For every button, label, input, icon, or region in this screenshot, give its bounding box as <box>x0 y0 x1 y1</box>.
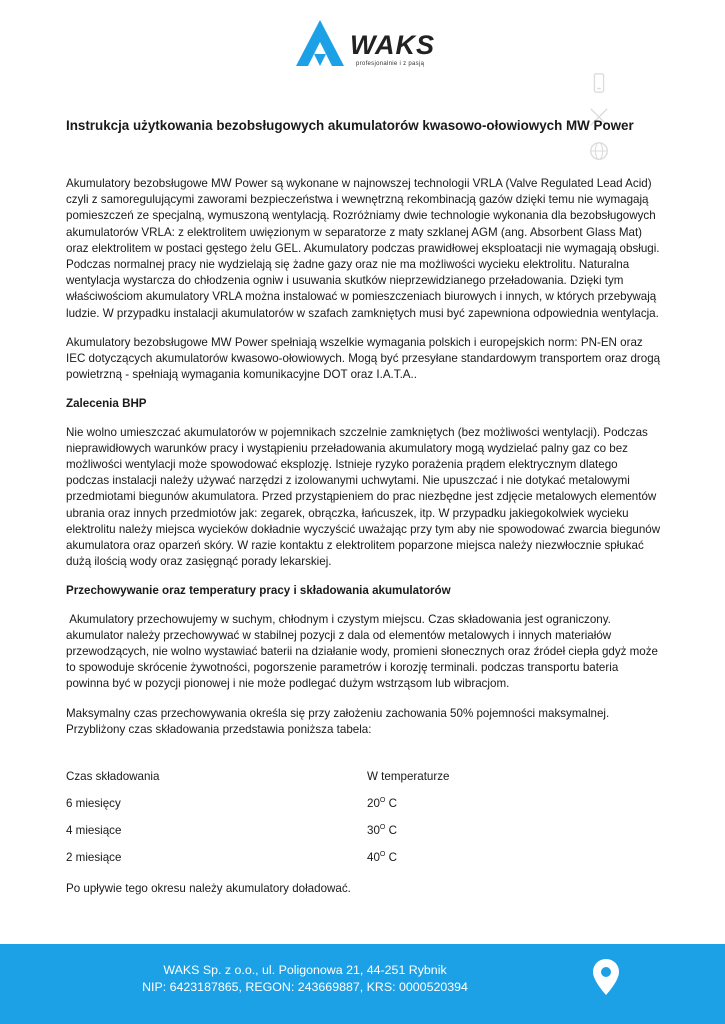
paragraph-bhp: Nie wolno umieszczać akumulatorów w pojemnikach szczelnie zamkniętych (bez możliwości wentylacji). Podczas nieprawidłowych warunków pracy i wystąpieniu przeładowania akumulatory mogą wydzielać palny gaz co bez możliwości wentylacji może spowodować eksplozję. Istnieje ryzyko porażenia prądem elektrycznym dlatego podczas instalacji należy używać narzędzi z izolowanymi uchwytami. Nie upuszczać i nie dotykać metalowymi przedmiotami biegunów akumulatora. Przed przystąpieniem do prac niezbędne jest zdjęcie metalowych elementów ubrania oraz innych przedmiotów jak: zegarek, obrączka, łańcuszek, itp. W przypadku jakiegokolwiek wycieku elektrolitu należy miejsca wycieków dokładnie wyczyścić uważając przy tym aby nie spowodować zwarcia biegunów akumulatora oraz oparzeń skóry. W razie kontaktu z elektrolitem poparzone miejsca należy niezwłocznie spłukać dużą ilością wody oraz zasięgnąć porady lekarskiej. <box>66 425 661 569</box>
paragraph-final: Po upływie tego okresu należy akumulatory doładować. <box>66 882 351 895</box>
cell-temp: $20^O$ C <box>367 797 397 810</box>
location-pin-icon <box>592 958 620 996</box>
paragraph-intro: Akumulatory bezobsługowe MW Power są wykonane w najnowszej technologii VRLA (Valve Regulated Lead Acid) czyli z samoregulującymi zaworami bezpieczeństwa i wewnętrzną rekombinacją gazów dzięki temu nie wymagają pomieszczeń ze specjalną, wymuszoną wentylacją. Rozróżniamy dwie technologie wykonania dla bezobsługowych akumulatorów VRLA: z elektrolitem uwięzionym w separatorze z maty szklanej AGM (ang. Absorbent Glass Mat) oraz elektrolitem w postaci gęstego żelu GEL. Akumulatory podczas prawidłowej eksploatacji nie wymagają obsługi. Podczas normalnej pracy nie wydzielają się żadne gazy oraz nie ma możliwości wycieku elektrolitu. Naturalna wentylacja wystarcza do chłodzenia ogniw i usuwania skutków nieprzewidzianego przeładowania. Dzięki tym właściwościom akumulatory VRLA można instalować w pomieszczeniach biurowych i innych, w których przebywają ludzie. W przypadku instalacji akumulatorów w szafach zamkniętych musi być zapewniona odpowiednia wentylacja. <box>66 177 660 320</box>
storage-table <box>66 770 566 878</box>
cell-time: 4 miesiące <box>66 824 122 837</box>
company-logo <box>294 18 434 76</box>
phone-icon <box>588 72 610 94</box>
footer-address: WAKS Sp. z o.o., ul. Poligonowa 21, 44-251 Rybnik <box>163 963 447 977</box>
page-footer <box>0 944 725 1024</box>
paragraph-storage: Akumulatory przechowujemy w suchym, chłodnym i czystym miejscu. Czas składowania jest ograniczony. akumulator należy przechowywać w stabilnej pozycji z dala od elementów metalowych i innych materiałów przewodzących, nie wolno wystawiać baterii na działanie wody, promieni słonecznych oraz źródeł ciepła gdyż może to spowoduje skrócenie żywotności, pogorszenie parametrów i korozję terminali. podczas transportu bateria powinna być w pozycji pionowej i nie może podlegać dużym wstrząsom lub wibracjom. <box>66 612 662 691</box>
table-row <box>66 851 566 878</box>
section-heading-bhp: Zalecenia BHP <box>66 397 147 411</box>
header-temperature: W temperaturze <box>367 770 450 783</box>
paragraph-norms: Akumulatory bezobsługowe MW Power spełniają wszelkie wymagania polskich i europejskich norm: PN-EN oraz IEC dotyczących akumulatorów kwasowo-ołowiowych. Mogą być przesyłane standardowym transportem oraz drogą powietrzną - spełniają wymagania komunikacyjne DOT oraz I.A.T.A.. <box>66 335 661 382</box>
document-body <box>66 176 662 751</box>
cell-time: 2 miesiące <box>66 851 122 864</box>
table-row <box>66 797 566 824</box>
paragraph-max-time: Maksymalny czas przechowywania określa się przy założeniu zachowania 50% pojemności maksymalnej. Przybliżony czas składowania przedstawia poniższa tabela: <box>66 706 610 736</box>
globe-icon <box>588 140 610 162</box>
table-header-row <box>66 770 566 797</box>
logo-triangle-icon <box>294 18 346 70</box>
cell-temp: $40^O$ C <box>367 851 397 864</box>
cell-temp: $30^O$ C <box>367 824 397 837</box>
cell-time: 6 miesięcy <box>66 797 121 810</box>
header-storage-time: Czas składowania <box>66 770 160 783</box>
section-heading-storage: Przechowywanie oraz temperatury pracy i składowania akumulatorów <box>66 584 451 598</box>
logo-tagline: profesjonalnie i z pasją <box>356 61 425 67</box>
table-row <box>66 824 566 851</box>
footer-company-info <box>0 962 610 996</box>
footer-registration: NIP: 6423187865, REGON: 243669887, KRS: 0000520394 <box>142 980 468 994</box>
logo-brand: WAKS <box>350 30 435 60</box>
document-title: Instrukcja użytkowania bezobsługowych akumulatorów kwasowo-ołowiowych MW Power <box>66 118 634 133</box>
